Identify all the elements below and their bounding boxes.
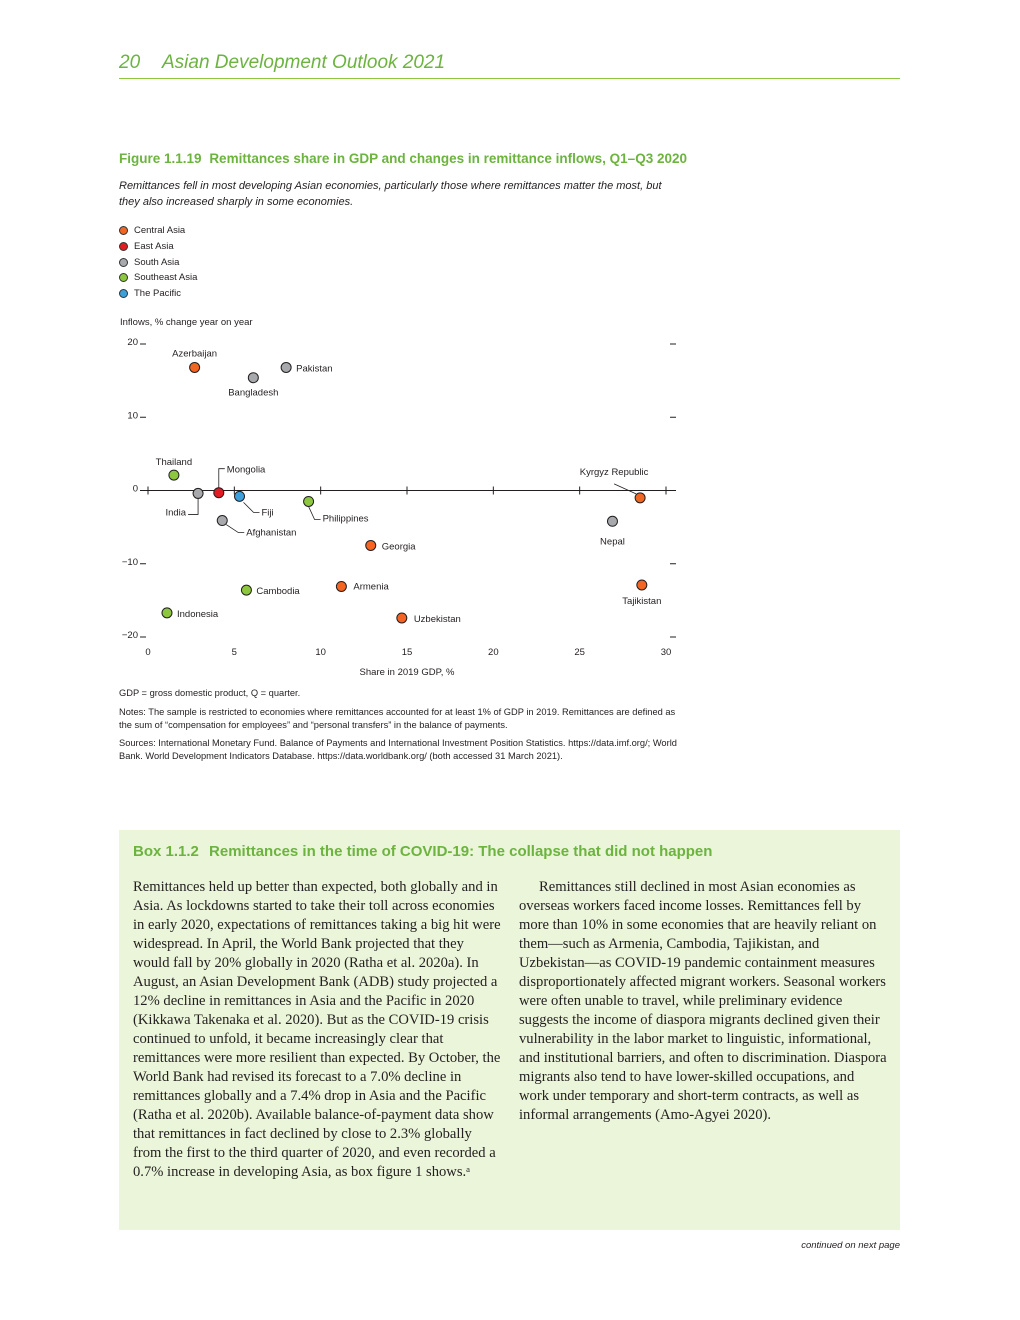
legend-label: East Asia xyxy=(134,241,174,253)
label-leader-line xyxy=(219,469,225,489)
page-header xyxy=(119,52,900,79)
legend-label: South Asia xyxy=(134,256,180,268)
continued-note: continued on next page xyxy=(801,1240,900,1251)
label-leader-line xyxy=(188,498,198,514)
data-point xyxy=(637,580,647,590)
y-tick-label: −10 xyxy=(121,556,138,568)
point-label: Cambodia xyxy=(256,586,300,598)
point-label: Philippines xyxy=(322,513,369,525)
data-point xyxy=(217,516,227,526)
data-point xyxy=(162,608,172,618)
box-left-column: Remittances held up better than expected, both globally and in Asia. As lockdowns started to take their toll across economies in early 2020, expectations of remittances taking a big hit were widespread. In April, the World Bank projected that they would fall by 20% globally in 2020 (Ratha et al. 2020a). In August, an Asian Development Bank (ADB) study projected a 12% decline in remittances in Asia and the Pacific in 2020 (Kikkawa Takenaka et al. 2020). But as the COVID-19 crisis continued to unfold, it became increasingly clear that remittances were more resilient than expected. By October, the World Bank had revised its forecast to a 7.0% decline in remittances globally and a 7.4% drop in Asia and the Pacific (Ratha et al. 2020b). Available balance-of-payment data show that remittances in fact declined by close to 2.3% globally from the first to the third quarter of 2020, and even recorded a 0.7% increase in developing Asia, as box figure 1 shows.ᵃ xyxy=(133,879,501,1180)
figure-label: Figure 1.1.19 xyxy=(119,151,202,166)
legend-label: Central Asia xyxy=(134,225,186,237)
x-tick-label: 5 xyxy=(231,647,237,658)
figure-title xyxy=(119,151,687,166)
x-tick-label: 25 xyxy=(574,647,585,658)
point-label: Tajikistan xyxy=(622,595,662,607)
data-point xyxy=(169,470,179,480)
y-tick-label: 20 xyxy=(127,337,138,348)
point-label: India xyxy=(165,507,187,519)
figure-subtitle: Remittances fell in most developing Asian economies, particularly those where remittances matter the most, but they also increased sharply in some economies. xyxy=(119,180,662,208)
legend-item xyxy=(119,223,197,239)
data-point xyxy=(248,373,258,383)
box-panel xyxy=(119,830,900,1230)
notes-text: Notes: The sample is restricted to economies where remittances accounted for at least 1% of GDP in 2019. Remittances are defined as the sum of “compensation for employees” and “personal transfers” in the balance of payments. xyxy=(119,707,676,730)
point-label: Fiji xyxy=(261,507,274,519)
y-tick-label: −20 xyxy=(121,630,138,641)
legend-label: The Pacific xyxy=(134,288,181,300)
point-label: Azerbaijan xyxy=(172,348,218,360)
point-label: Kyrgyz Republic xyxy=(579,466,649,478)
figure-title-text: Remittances share in GDP and changes in remittance inflows, Q1–Q3 2020 xyxy=(209,151,687,166)
box-label: Box 1.1.2 xyxy=(133,843,199,860)
x-tick-label: 10 xyxy=(315,647,326,658)
data-point xyxy=(336,581,346,591)
data-point xyxy=(241,585,251,595)
label-leader-line xyxy=(244,502,260,512)
point-label: Georgia xyxy=(381,541,416,553)
legend-swatch xyxy=(119,226,128,235)
box-right-column: Remittances still declined in most Asian economies as overseas workers faced income losses. Remittances fell by more than 10% in some economies that are heavily reliant on them—such as Armenia, Cambodia, Tajikistan, and Uzbekistan—as COVID-19 pandemic containment measures disproportionately affected migrant workers. Seasonal workers were often unable to travel, while preliminary evidence suggests the income of diaspora migrants declined given their vulnerability in the labor market to linguistic, informational, and institutional barriers, and often to discrimination. Diaspora migrants also tend to have lower-skilled occupations, and work under temporary and short-term contracts, as well as informal arrangements (Amo-Agyei 2020). xyxy=(519,879,887,1123)
point-label: Nepal xyxy=(600,536,625,548)
legend-item xyxy=(119,286,197,302)
x-tick-label: 15 xyxy=(401,647,413,658)
data-point xyxy=(193,488,203,498)
page-number: 20 xyxy=(119,52,141,73)
legend-swatch xyxy=(119,242,128,251)
legend-item xyxy=(119,270,197,286)
legend-label: Southeast Asia xyxy=(134,272,198,284)
data-point xyxy=(607,516,617,526)
point-label: Mongolia xyxy=(226,464,266,476)
y-tick-label: 0 xyxy=(132,483,138,495)
sources-text: Sources: International Monetary Fund. Balance of Payments and International Investment Position Statistics. https://data.imf.org/; World Bank. World Development Indicators Database. https://data.worldbank.org/ (both accessed 31 March 2021). xyxy=(119,738,677,761)
data-point xyxy=(235,491,245,501)
legend-swatch xyxy=(119,289,128,298)
label-leader-line xyxy=(614,484,636,494)
data-point xyxy=(397,613,407,623)
publication-title: Asian Development Outlook 2021 xyxy=(162,52,446,73)
point-label: Indonesia xyxy=(176,608,219,620)
point-label: Afghanistan xyxy=(246,527,297,539)
point-label: Armenia xyxy=(353,581,389,593)
chart-legend xyxy=(119,223,197,301)
label-leader-line xyxy=(226,525,244,533)
point-label: Uzbekistan xyxy=(413,613,461,625)
legend-item xyxy=(119,254,197,270)
abbreviation-note: GDP = gross domestic product, Q = quarter. xyxy=(119,688,301,698)
x-tick-label: 0 xyxy=(145,647,151,658)
data-point xyxy=(214,488,224,498)
label-leader-line xyxy=(309,506,321,519)
data-point xyxy=(281,362,291,372)
data-point xyxy=(190,362,200,372)
data-point xyxy=(304,496,314,506)
y-axis-title: Inflows, % change year on year xyxy=(120,317,253,328)
x-axis-title: Share in 2019 GDP, % xyxy=(359,667,455,678)
legend-swatch xyxy=(119,273,128,282)
point-label: Bangladesh xyxy=(228,387,279,399)
legend-swatch xyxy=(119,258,128,267)
point-label: Thailand xyxy=(155,457,193,469)
y-tick-label: 10 xyxy=(127,410,138,422)
x-tick-label: 30 xyxy=(660,647,672,658)
x-tick-label: 20 xyxy=(488,647,499,658)
scatter-chart xyxy=(110,310,690,680)
data-point xyxy=(366,540,376,550)
box-title-text: Remittances in the time of COVID-19: The collapse that did not happen xyxy=(209,843,713,860)
box-title xyxy=(133,843,712,860)
data-point xyxy=(635,493,645,503)
legend-item xyxy=(119,239,197,255)
point-label: Pakistan xyxy=(296,363,333,375)
